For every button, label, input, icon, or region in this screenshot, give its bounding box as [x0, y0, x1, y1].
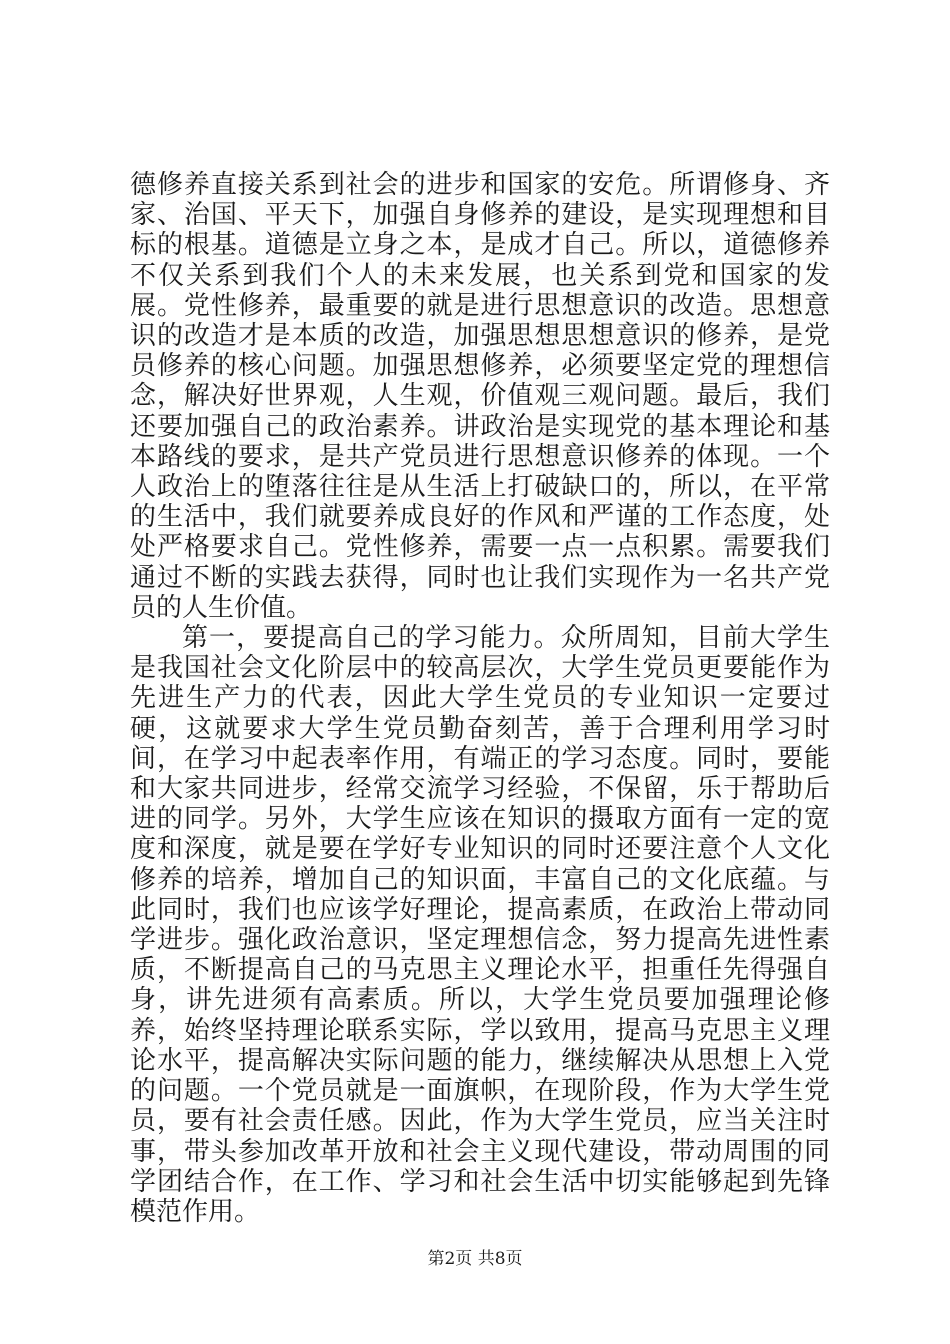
paragraph-continued: 德修养直接关系到社会的进步和国家的安危。所谓修身、齐家、治国、平天下，加强自身修养的建设，是实现理想和目标的根基。道德是立身之本，是成才自己。所以，道德修养不仅关系到我们个人的未来发展，也关系到党和国家的发展。党性修养，最重要的就是进行思想意识的改造。思想意识的改造才是本质的改造，加强思想思想意识的修养，是党员修养的核心问题。加强思想修养，必须要坚定党的理想信念，解决好世界观，人生观，价值观三观问题。最后，我们还要加强自己的政治素养。讲政治是实现党的基本理论和基本路线的要求，是共产党员进行思想意识修养的体现。一个人政治上的堕落往往是从生活上打破缺口的，所以，在平常的生活中，我们就要养成良好的作风和严谨的工作态度，处处严格要求自己。党性修养，需要一点一点积累。需要我们通过不断的实践去获得，同时也让我们实现作为一名共产党员的人生价值。 — [130, 170, 830, 623]
page-number-footer: 第2页 共8页 — [427, 1249, 523, 1269]
paragraph-learning-ability: 第一，要提高自己的学习能力。众所周知，目前大学生是我国社会文化阶层中的较高层次，大学生党员更要能作为先进生产力的代表，因此大学生党员的专业知识一定要过硬，这就要求大学生党员勤奋刻苦，善于合理利用学习时间，在学习中起表率作用，有端正的学习态度。同时，要能和大家共同进步，经常交流学习经验，不保留，乐于帮助后进的同学。另外，大学生应该在知识的摄取方面有一定的宽度和深度，就是要在学好专业知识的同时还要注意个人文化修养的培养，增加自己的知识面，丰富自己的文化底蕴。与此同时，我们也应该学好理论，提高素质，在政治上带动同学进步。强化政治意识，坚定理想信念，努力提高先进性素质，不断提高自己的马克思主义理论水平，担重任先得强自身，讲先进须有高素质。所以，大学生党员要加强理论修养，始终坚持理论联系实际，学以致用，提高马克思主义理论水平，提高解决实际问题的能力，继续解决从思想上入党的问题。一个党员就是一面旗帜，在现阶段，作为大学生党员，要有社会责任感。因此，作为大学生党员，应当关注时事，带头参加改革开放和社会主义现代建设，带动周围的同学团结合作，在工作、学习和社会生活中切实能够起到先锋模范作用。 — [130, 623, 830, 1227]
document-body — [130, 170, 830, 1227]
